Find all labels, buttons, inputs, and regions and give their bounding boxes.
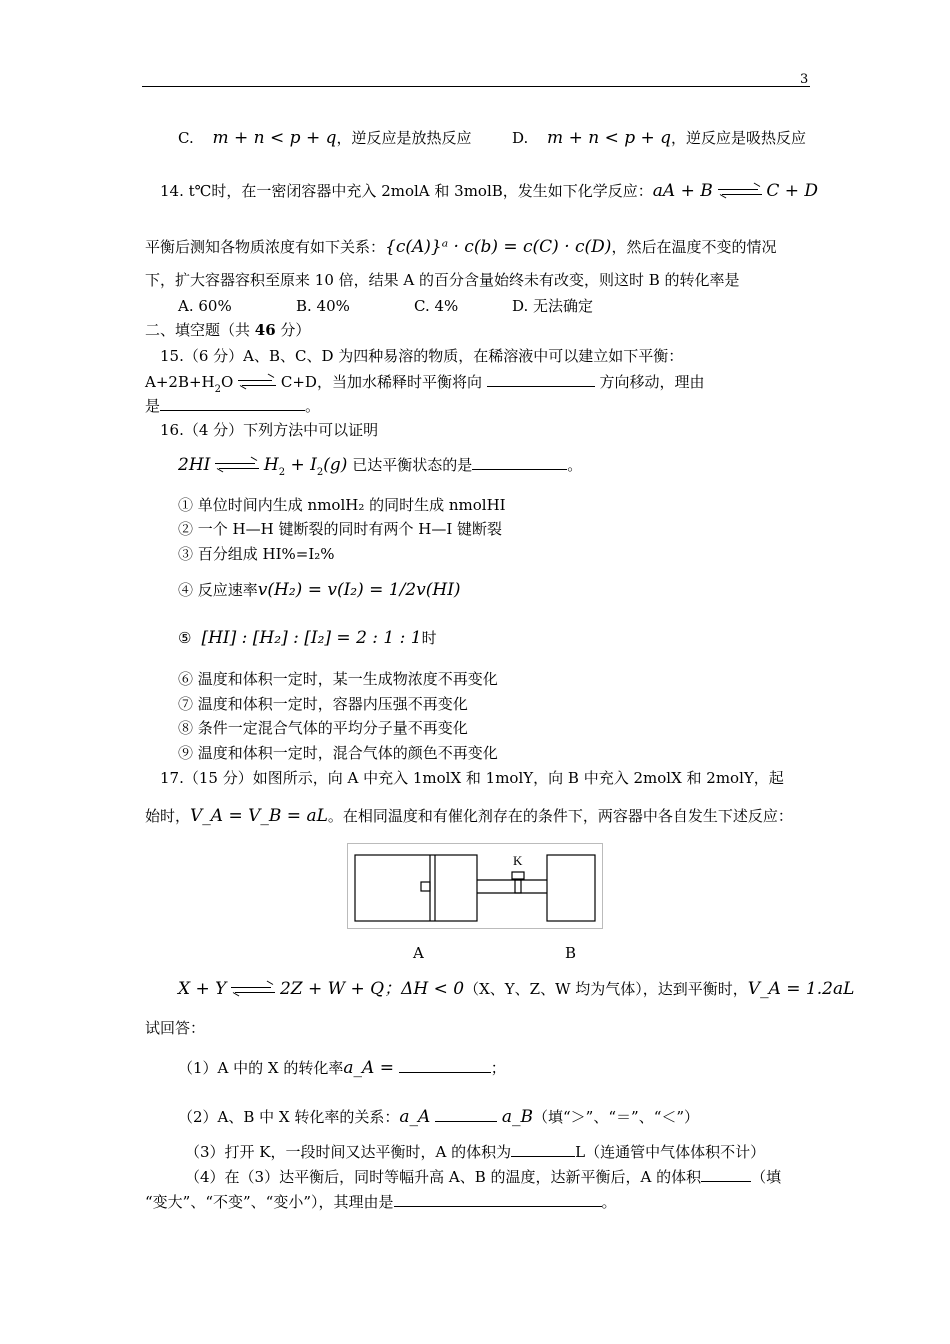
equilibrium-arrow-icon [231,984,275,996]
q13-option-d: D. m + n < p + q，逆反应是吸热反应 [512,128,807,148]
q17-part-3: （3）打开 K，一段时间又达平衡时，A 的体积为 L（连通管中气体体积不计） [185,1143,766,1161]
q17-part2-blank[interactable] [435,1106,497,1122]
section-2-heading: 二、填空题（共 46 分） [145,321,311,339]
q17-part1-blank[interactable] [399,1057,491,1073]
page-number: 3 [800,72,809,87]
q17-part4-blank-1[interactable] [701,1166,751,1182]
q17-reaction: X + Y 2Z + W + Q；ΔH < 0（X、Y、Z、W 均为气体），达到平衡时，V_A = 1.2aL [178,979,855,999]
q17-line-2: 始时，V_A = V_B = aL。在相同温度和有催化剂存在的条件下，两容器中各自发生下述反应： [145,806,793,826]
q16-answer-blank[interactable] [472,454,567,470]
q17-part-2: （2）A、B 中 X 转化率的关系：a_A a_B（填“＞”、“＝”、“＜”） [178,1107,700,1127]
q14-option-d: D. 无法确定 [512,297,594,315]
q17-line-1: 17.（15 分）如图所示，向 A 中充入 1molX 和 1molY，向 B 中充入 2molX 和 2molY，起 [160,769,784,787]
equilibrium-arrow-icon [238,377,276,389]
q14-option-a: A. 60% [178,297,232,315]
q15-line-2: $A+2B+H_2O$ C+D，当加水稀释时平衡将向 方向移动，理由 [145,373,705,395]
q17-part-4: （4）在（3）达平衡后，同时等幅升高 A、B 的温度，达新平衡后，A 的体积 （填 [185,1168,782,1186]
q16-equation: 2HI $H_2 + I_2(g)$ 已达平衡状态的是 。 [178,455,583,478]
equilibrium-arrow-icon [215,460,259,472]
q16-item-7: ⑦ 温度和体积一定时，容器内压强不再变化 [178,695,468,713]
q15-answer-blank-2[interactable] [160,395,305,411]
equilibrium-arrow-icon [718,186,762,198]
q16-line-1: 16.（4 分）下列方法中可以证明 [160,421,379,439]
q16-item-5: ⑤ [HI] : [H₂] : [I₂] = 2 : 1 : 1时 [178,628,437,648]
q16-item-9: ⑨ 温度和体积一定时，混合气体的颜色不再变化 [178,744,498,762]
q16-item-3: ③ 百分组成 HI%=I₂% [178,545,335,563]
container-b-label: B [565,944,577,962]
q16-item-8: ⑧ 条件一定混合气体的平均分子量不再变化 [178,719,468,737]
q17-ask: 试回答： [145,1019,206,1037]
q14-line-3: 下，扩大容器容积至原来 10 倍，结果 A 的百分含量始终未有改变，则这时 B 的转化率是 [145,271,740,289]
q17-part3-blank[interactable] [511,1141,575,1157]
container-a-label: A [413,944,424,962]
q14-line-1: 14. t℃时，在一密闭容器中充入 2molA 和 3molB，发生如下化学反应：aA + B C + D [160,181,819,201]
valve-k-label: K [513,853,523,868]
container-diagram [347,843,603,929]
q17-part-1: （1）A 中的 X 的转化率a_A = ； [178,1058,506,1078]
q16-item-2: ② 一个 H—H 键断裂的同时有两个 H—I 键断裂 [178,520,503,538]
q17-part4-blank-2[interactable] [394,1191,602,1207]
q14-option-c: C. 4% [414,297,459,315]
q15-line-3: 是 。 [145,397,321,415]
q14-option-b: B. 40% [296,297,350,315]
q17-part-4-line-2: “变大”、“不变”、“变小”），其理由是 。 [145,1193,617,1211]
q15-answer-blank-1[interactable] [487,371,595,387]
q13-option-c: C. m + n < p + q，逆反应是放热反应 [178,128,472,148]
q15-line-1: 15.（6 分）A、B、C、D 为四种易溶的物质，在稀溶液中可以建立如下平衡： [160,347,684,365]
q16-item-4: ④ 反应速率v(H₂) = v(I₂) = 1/2v(HI) [178,580,461,600]
q14-line-2: 平衡后测知各物质浓度有如下关系：{c(A)}ᵃ · c(b) = c(C) · c(D)，然后在温度不变的情况 [145,237,777,257]
q16-item-1: ① 单位时间内生成 nmolH₂ 的同时生成 nmolHI [178,496,506,514]
header-rule [142,86,810,87]
q16-item-6: ⑥ 温度和体积一定时，某一生成物浓度不再变化 [178,670,498,688]
